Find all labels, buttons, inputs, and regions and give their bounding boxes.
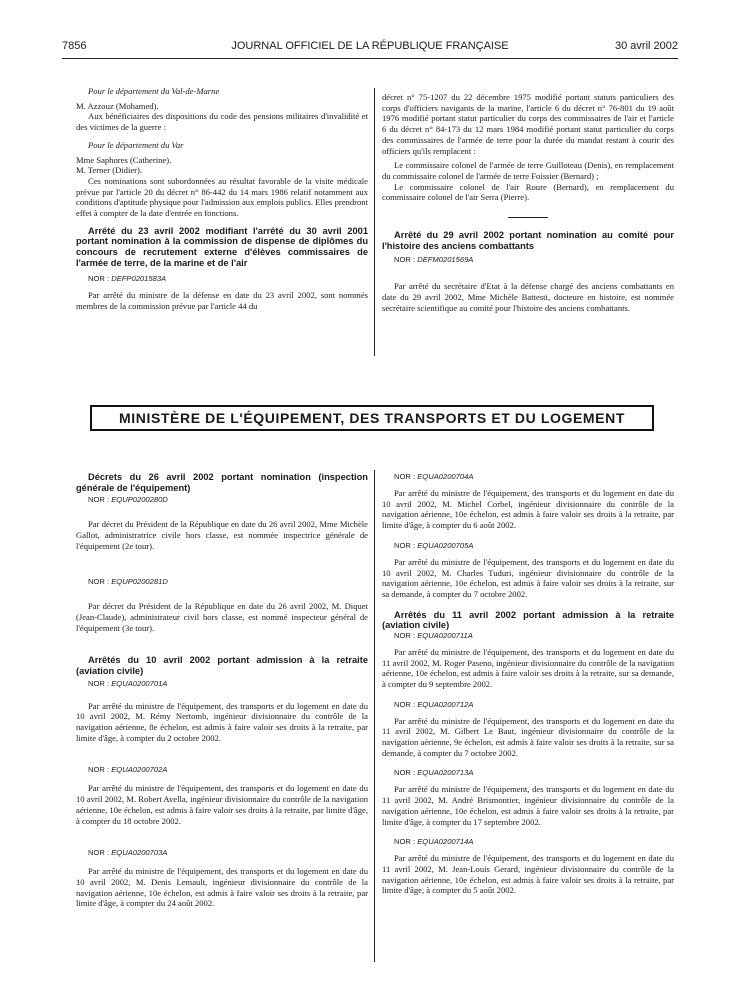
paragraph: Par décret du Président de la République en date du 26 avril 2002, Mme Michèle Gallot, administratrice civile hors classe, est nommée inspectrice générale de l'équipement (2e tour). <box>76 519 368 551</box>
ministry-banner <box>90 405 654 431</box>
nor-reference: NOR : EQUA0200711A <box>394 630 473 640</box>
paragraph: Par arrêté du secrétaire d'Etat à la défense chargé des anciens combattants en date du 29 avril 2002, Mme Michèle Battesti, docteure en histoire, est nommée secrétaire scientifique au comité pour l'histoire des anciens combattants. <box>382 281 674 313</box>
paragraph: Par arrêté du ministre de l'équipement, des transports et du logement en date du 11 avril 2002, M. Roger Paseno, ingénieur divisionnaire du contrôle de la navigation aérienne, 10e échelon, est admis à faire valoir ses droits à la retraite, sur sa demande, à compter du 9 septembre 2002. <box>382 646 674 689</box>
page-header <box>62 40 678 56</box>
paragraph: Par arrêté du ministre de l'équipement, des transports et du logement en date du 10 avril 2002, M. Charles Tuduri, ingénieur divisionnaire du contrôle de la navigation aérienne, 10e échelon, est admis à faire valoir ses droits à la retraite, sur sa demande, à compter du 7 octobre 2002. <box>382 556 674 599</box>
dept-heading: Pour le département du Var <box>88 139 184 150</box>
decrets-title: Décrets du 26 avril 2002 portant nomination (inspection générale de l'équipement) <box>76 472 368 493</box>
paragraph: Par arrêté du ministre de la défense en date du 23 avril 2002, sont nommés membres de la commission prévue par l'article 44 du <box>76 290 368 311</box>
top-left-column <box>76 86 368 312</box>
issue-date: 30 avril 2002 <box>615 40 678 52</box>
arrete-title: Arrêté du 23 avril 2002 modifiant l'arrêté du 30 avril 2001 portant nomination à la commission de dispense de diplômes du concours de recrutement externe d'élèves commissaires de l'armée de terre, de la marine et de l'air <box>76 225 368 268</box>
paragraph: Par arrêté du ministre de l'équipement, des transports et du logement en date du 10 avril 2002, M. Denis Lemault, ingénieur divisionnaire du contrôle de la navigation aérienne, 10e échelon, est admis à faire valoir ses droits à la retraite, par limite d'âge, à compter du 24 août 2002. <box>76 866 368 909</box>
paragraph: Le commissaire colonel de l'armée de terre Guilloteau (Denis), en remplacement du commissaire colonel de l'armée de terre Foissier (Bernard) ; <box>382 160 674 181</box>
paragraph: Par arrêté du ministre de l'équipement, des transports et du logement en date du 10 avril 2002, M. Michel Corbel, ingénieur divisionnaire du contrôle de la navigation aérienne, 10e échelon, est admis à faire valoir ses droits à la retraite, par limite d'âge, à compter du 6 août 2002. <box>382 488 674 531</box>
column-separator <box>374 470 375 962</box>
paragraph: Par arrêté du ministre de l'équipement, des transports et du logement en date du 11 avril 2002, M. André Brismontier, ingénieur divisionnaire du contrôle de la navigation aérienne, 10e échelon, est admis à faire valoir ses droits à la retraite, par limite d'âge, à compter du 17 septembre 2002. <box>382 784 674 827</box>
name-entry: M. Terner (Didier). <box>76 165 143 176</box>
nor-reference: NOR : DEFM0201569A <box>394 255 474 265</box>
nor-reference: NOR : EQUP0200280D <box>88 495 168 505</box>
bottom-left-column <box>76 472 368 909</box>
header-rule <box>62 58 678 59</box>
journal-title: JOURNAL OFFICIEL DE LA RÉPUBLIQUE FRANÇAISE <box>231 40 509 52</box>
arretes-title: Arrêtés du 10 avril 2002 portant admission à la retraite (aviation civile) <box>76 655 368 676</box>
nor-reference: NOR : EQUA0200702A <box>88 765 168 775</box>
paragraph: Le commissaire colonel de l'air Roure (Bernard), en remplacement du commissaire colonel de l'air Serra (Pierre). <box>382 181 674 203</box>
nor-reference: NOR : EQUA0200712A <box>394 699 474 709</box>
nor-reference: NOR : EQUA0200714A <box>394 837 474 847</box>
nor-reference: NOR : EQUP0200281D <box>88 577 168 587</box>
nor-reference: NOR : EQUA0200713A <box>394 768 474 778</box>
paragraph: décret n° 75-1207 du 22 décembre 1975 modifié portant statuts particuliers des corps d'officiers navigants de la marine, l'article 6 du décret n° 76-801 du 19 août 1976 modifié portant statut particulier du corps des commissaires de l'air et l'article 6 du décret n° 84-173 du 12 mars 1984 modifié portant statut particulier du corps des commissaires de l'armée de terre pour la durée du mandat restant à courir des officiers qu'ils remplacent : <box>382 92 674 156</box>
nor-reference: NOR : EQUA0200705A <box>394 540 474 550</box>
paragraph: Par arrêté du ministre de l'équipement, des transports et du logement en date du 10 avril 2002, M. Rémy Nertomb, ingénieur divisionnaire du contrôle de la navigation aérienne, 8e échelon, est admis à faire valoir ses droits à la retraite, par limite d'âge, à compter du 2 octobre 2002. <box>76 700 368 743</box>
nor-reference: NOR : EQUA0200703A <box>88 848 168 858</box>
paragraph: Par arrêté du ministre de l'équipement, des transports et du logement en date du 10 avril 2002, M. Robert Avella, ingénieur divisionnaire du contrôle de la navigation aérienne, 10e échelon, est admis à faire valoir ses droits à la retraite, par limite d'âge, à compter du 18 octobre 2002. <box>76 783 368 826</box>
arrete-title: Arrêté du 29 avril 2002 portant nomination au comité pour l'histoire des anciens combattants <box>382 230 674 251</box>
nor-reference: NOR : DEFP0201583A <box>88 274 167 284</box>
paragraph: Par décret du Président de la République en date du 26 avril 2002, M. Diquet (Jean-Claude), administrateur civil hors classe, est nommé inspecteur général de l'équipement (3e tour). <box>76 601 368 633</box>
nor-reference: NOR : EQUA0200701A <box>88 678 168 688</box>
paragraph: Aux bénéficiaires des dispositions du code des pensions militaires d'invalidité et des victimes de la guerre : <box>76 111 368 133</box>
paragraph: Par arrêté du ministre de l'équipement, des transports et du logement en date du 11 avril 2002, M. Gilbert Le Baut, ingénieur divisionnaire du contrôle de la navigation aérienne, 9e échelon, est admis à faire valoir ses droits à la retraite, sur sa demande, à compter du 7 octobre 2002. <box>382 715 674 758</box>
nor-reference: NOR : EQUA0200704A <box>394 472 474 481</box>
arretes-title: Arrêtés du 11 avril 2002 portant admission à la retraite (aviation civile) <box>382 609 674 631</box>
bottom-right-column <box>382 472 674 896</box>
dept-heading: Pour le département du Val-de-Marne <box>88 86 220 96</box>
name-entry: M. Azzouz (Mohamed). <box>76 100 159 111</box>
page-number: 7856 <box>62 40 87 52</box>
column-separator <box>374 88 375 356</box>
paragraph: Par arrêté du ministre de l'équipement, des transports et du logement en date du 11 avril 2002, M. Jean-Louis Gerard, ingénieur divisionnaire du contrôle de la navigation aérienne, 10e échelon, est admis à faire valoir ses droits à la retraite, par limite d'âge, à compter du 5 août 2002. <box>382 853 674 896</box>
section-divider <box>508 217 548 218</box>
name-entry: Mme Saphores (Catherine). <box>76 154 172 165</box>
paragraph: Ces nominations sont subordonnées au résultat favorable de la visite médicale prévue par l'article 20 du décret n° 86-442 du 14 mars 1986 relatif notamment aux conditions d'aptitude physique pour l'admission aux emplois publics. Elles prendront effet à compter de la date d'entrée en fonctions. <box>76 175 368 219</box>
ministry-title: MINISTÈRE DE L'ÉQUIPEMENT, DES TRANSPORTS ET DU LOGEMENT <box>119 410 625 426</box>
top-right-column <box>382 92 674 313</box>
